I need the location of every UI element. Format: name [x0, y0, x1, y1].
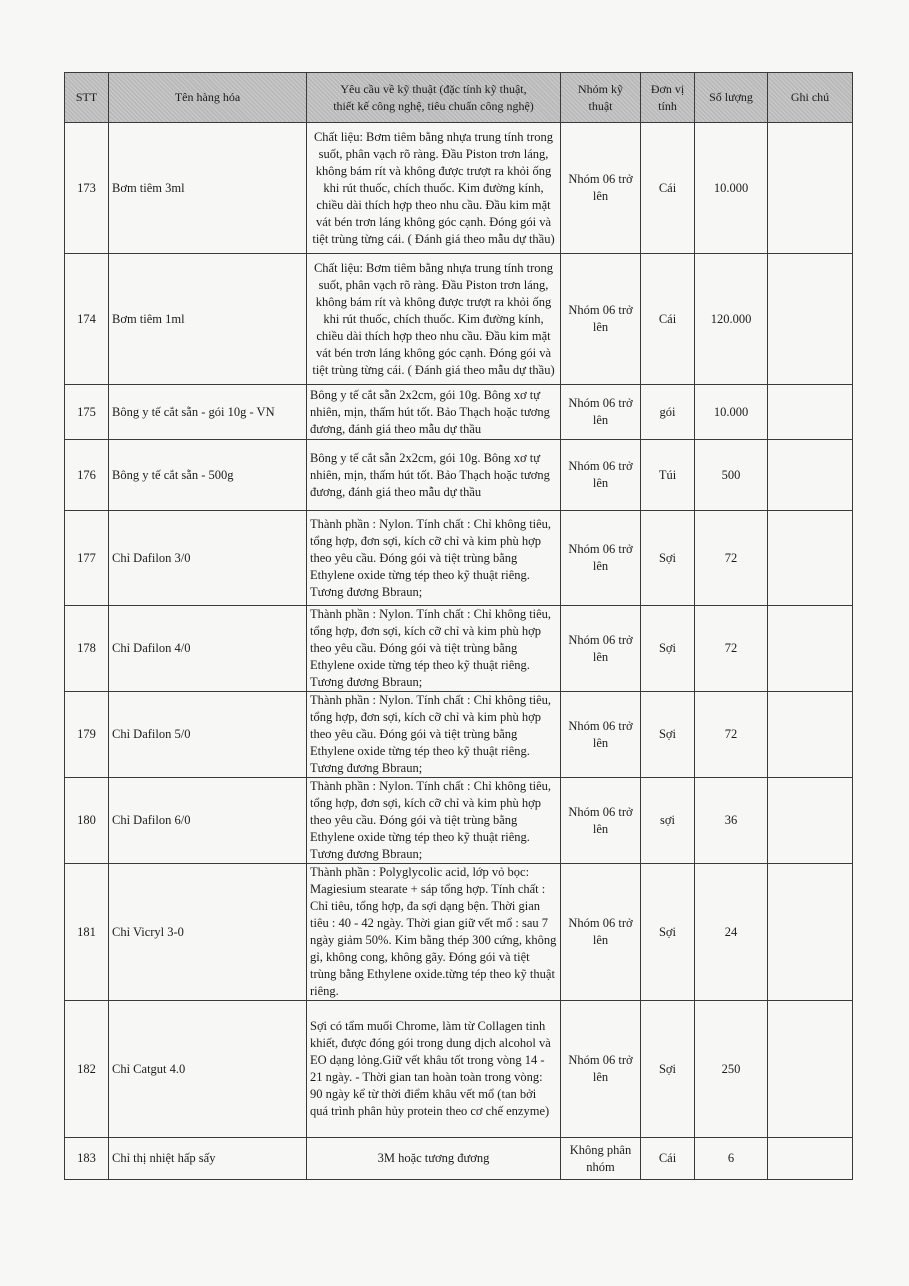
table-row: [65, 692, 853, 778]
cell-name: Bông y tế cắt sẵn - gói 10g - VN: [109, 385, 307, 440]
cell-unit: Sợi: [641, 864, 695, 1001]
cell-unit: Sợi: [641, 606, 695, 692]
cell-note: [768, 385, 853, 440]
header-unit: [641, 73, 695, 123]
cell-name: Chỉ Dafilon 5/0: [109, 692, 307, 778]
cell-group-line2: lên: [592, 476, 609, 490]
cell-stt: 183: [65, 1138, 109, 1180]
cell-stt: 178: [65, 606, 109, 692]
cell-name: Chỉ thị nhiệt hấp sấy: [109, 1138, 307, 1180]
cell-group-line2: lên: [592, 320, 609, 334]
cell-group-line2: lên: [592, 413, 609, 427]
cell-group-line1: Nhóm 06 trở: [568, 396, 633, 410]
cell-name: Bơm tiêm 3ml: [109, 123, 307, 254]
header-stt: STT: [65, 73, 109, 123]
cell-stt: 175: [65, 385, 109, 440]
cell-spec: Bông y tế cắt sẵn 2x2cm, gói 10g. Bông xơ tự nhiên, mịn, thấm hút tốt. Bảo Thạch hoặc tương đương, đánh giá theo mẫu dự thầu: [307, 440, 561, 511]
cell-group-line2: lên: [592, 649, 609, 664]
table-row: [65, 385, 853, 440]
cell-qty: 72: [695, 606, 768, 692]
cell-group-line1: Nhóm 06 trở: [568, 172, 633, 186]
cell-group: [561, 385, 641, 440]
cell-name: Bơm tiêm 1ml: [109, 254, 307, 385]
cell-note: [768, 123, 853, 254]
header-group-line1: Nhóm kỹ: [578, 81, 623, 96]
cell-group-line1: Nhóm 06 trở: [568, 804, 633, 819]
cell-stt: 180: [65, 778, 109, 864]
cell-qty: 10.000: [695, 385, 768, 440]
cell-qty: 250: [695, 1001, 768, 1138]
cell-spec: Thành phần : Nylon. Tính chất : Chỉ không tiêu, tổng hợp, đơn sợi, kích cỡ chỉ và kim phù hợp theo yêu cầu. Đóng gói và tiệt trùng bằng Ethylene oxide từng tép theo kỹ thuật riêng. Tương đương Bbraun;: [307, 692, 561, 778]
cell-name: Chỉ Dafilon 3/0: [109, 511, 307, 606]
cell-qty: 500: [695, 440, 768, 511]
cell-group: [561, 440, 641, 511]
cell-group-line2: lên: [592, 735, 609, 750]
procurement-table: [64, 72, 853, 1180]
cell-note: [768, 1001, 853, 1138]
cell-spec: Chất liệu: Bơm tiêm bằng nhựa trung tính trong suốt, phân vạch rõ ràng. Đầu Piston trơn láng, không bám rít và không được trượt ra khỏi ống khi rút thuốc, chích thuốc. Kim đường kính, chiều dài thích hợp theo nhu cầu. Đầu kim mặt vát bén trơn láng không góc cạnh. Đóng gói và tiệt trùng từng cái. ( Đánh giá theo mẫu dự thầu): [307, 123, 561, 254]
cell-unit: Cái: [641, 123, 695, 254]
cell-unit: sợi: [641, 778, 695, 864]
table-row: [65, 440, 853, 511]
cell-group-line1: Không phân: [569, 1142, 632, 1157]
cell-name: Chỉ Catgut 4.0: [109, 1001, 307, 1138]
cell-qty: 6: [695, 1138, 768, 1180]
header-spec-line2: thiết kế công nghệ, tiêu chuẩn công nghệ): [333, 98, 534, 113]
cell-group-line2: lên: [592, 559, 609, 573]
cell-qty: 10.000: [695, 123, 768, 254]
cell-note: [768, 254, 853, 385]
table-row: [65, 511, 853, 606]
cell-stt: 181: [65, 864, 109, 1001]
cell-group-line1: Nhóm 06 trở: [568, 632, 633, 647]
cell-group-line1: Nhóm 06 trở: [568, 542, 633, 556]
cell-spec: Thành phần : Nylon. Tính chất : Chỉ không tiêu, tổng hợp, đơn sợi, kích cỡ chỉ và kim phù hợp theo yêu cầu. Đóng gói và tiệt trùng bằng Ethylene oxide từng tép theo kỹ thuật riêng. Tương đương Bbraun;: [307, 606, 561, 692]
header-group: [561, 73, 641, 123]
cell-group: [561, 511, 641, 606]
cell-spec: 3M hoặc tương đương: [307, 1138, 561, 1180]
table-row: [65, 1138, 853, 1180]
cell-qty: 24: [695, 864, 768, 1001]
cell-stt: 173: [65, 123, 109, 254]
cell-name: Chỉ Dafilon 4/0: [109, 606, 307, 692]
header-qty: Số lượng: [695, 73, 768, 123]
cell-unit: Cái: [641, 1138, 695, 1180]
table-row: [65, 864, 853, 1001]
cell-group-line1: Nhóm 06 trở: [568, 1053, 633, 1067]
cell-note: [768, 864, 853, 1001]
cell-group: [561, 1001, 641, 1138]
cell-group-line2: lên: [592, 1070, 609, 1084]
header-unit-line2: tính: [658, 98, 677, 113]
cell-qty: 72: [695, 511, 768, 606]
cell-group: [561, 254, 641, 385]
cell-name: Chỉ Dafilon 6/0: [109, 778, 307, 864]
cell-group-line2: nhóm: [586, 1159, 615, 1174]
cell-group: [561, 606, 641, 692]
cell-note: [768, 606, 853, 692]
cell-stt: 179: [65, 692, 109, 778]
cell-qty: 36: [695, 778, 768, 864]
header-spec-line1: Yêu cầu về kỹ thuật (đặc tính kỹ thuật,: [340, 81, 527, 96]
header-note: Ghi chú: [768, 73, 853, 123]
cell-group: [561, 864, 641, 1001]
cell-spec: Chất liệu: Bơm tiêm bằng nhựa trung tính trong suốt, phân vạch rõ ràng. Đầu Piston trơn láng, không bám rít và không được trượt ra khỏi ống khi rút thuốc, chích thuốc. Kim đường kính, chiều dài thích hợp theo nhu cầu. Đầu kim mặt vát bén trơn láng không góc cạnh. Đóng gói và tiệt trùng từng cái. ( Đánh giá theo mẫu dự thầu): [307, 254, 561, 385]
cell-unit: Sợi: [641, 511, 695, 606]
cell-group-line1: Nhóm 06 trở: [568, 916, 633, 930]
cell-unit: gói: [641, 385, 695, 440]
cell-spec: Thành phần : Nylon. Tính chất : Chỉ không tiêu, tổng hợp, đơn sợi, kích cỡ chỉ và kim phù hợp theo yêu cầu. Đóng gói và tiệt trùng bằng Ethylene oxide từng tép theo kỹ thuật riêng. Tương đương Bbraun;: [307, 778, 561, 864]
header-spec: [307, 73, 561, 123]
cell-note: [768, 511, 853, 606]
cell-unit: Túi: [641, 440, 695, 511]
cell-note: [768, 692, 853, 778]
cell-group-line2: lên: [592, 821, 609, 836]
cell-qty: 72: [695, 692, 768, 778]
cell-group-line2: lên: [592, 933, 609, 947]
cell-group-line2: lên: [592, 189, 609, 203]
cell-group-line1: Nhóm 06 trở: [568, 303, 633, 317]
header-name: Tên hàng hóa: [109, 73, 307, 123]
cell-stt: 176: [65, 440, 109, 511]
cell-group: [561, 123, 641, 254]
cell-unit: Sợi: [641, 692, 695, 778]
cell-spec: Thành phần : Nylon. Tính chất : Chỉ không tiêu, tổng hợp, đơn sợi, kích cỡ chỉ và kim phù hợp theo yêu cầu. Đóng gói và tiệt trùng bằng Ethylene oxide từng tép theo kỹ thuật riêng. Tương đương Bbraun;: [307, 511, 561, 606]
header-row: [65, 73, 853, 123]
cell-spec: Sợi có tẩm muối Chrome, làm từ Collagen tinh khiết, được đóng gói trong dung dịch alcohol và EO dạng lỏng.Giữ vết khâu tốt trong vòng 14 - 21 ngày. - Thời gian tan hoàn toàn trong vòng: 90 ngày kể từ thời điểm khâu vết mổ (tan bởi quá trình phân hủy protein theo cơ chế enzyme): [307, 1001, 561, 1138]
table-row: [65, 123, 853, 254]
cell-group-line1: Nhóm 06 trở: [568, 459, 633, 473]
cell-name: Chỉ Vicryl 3-0: [109, 864, 307, 1001]
cell-stt: 177: [65, 511, 109, 606]
cell-note: [768, 440, 853, 511]
cell-note: [768, 1138, 853, 1180]
cell-qty: 120.000: [695, 254, 768, 385]
table-row: [65, 606, 853, 692]
cell-group: [561, 1138, 641, 1180]
table-row: [65, 778, 853, 864]
cell-spec: Thành phần : Polyglycolic acid, lớp vỏ bọc: Magiesium stearate + sáp tổng hợp. Tính chất : Chỉ tiêu, tổng hợp, đa sợi dạng bện. Thời gian tiêu : 40 - 42 ngày. Thời gian giữ vết mổ : sau 7 ngày giảm 50%. Kim bằng thép 300 cứng, không gỉ, không cong, không gãy. Đóng gói và tiệt trùng bằng Ethylene oxide.từng tép theo kỹ thuật riêng.: [307, 864, 561, 1001]
cell-note: [768, 778, 853, 864]
cell-stt: 182: [65, 1001, 109, 1138]
cell-spec: Bông y tế cắt sẵn 2x2cm, gói 10g. Bông xơ tự nhiên, mịn, thấm hút tốt. Bảo Thạch hoặc tương đương, đánh giá theo mẫu dự thầu: [307, 385, 561, 440]
cell-group: [561, 692, 641, 778]
cell-unit: Cái: [641, 254, 695, 385]
cell-group-line1: Nhóm 06 trở: [568, 718, 633, 733]
cell-name: Bông y tế cắt sẵn - 500g: [109, 440, 307, 511]
cell-group: [561, 778, 641, 864]
table-row: [65, 254, 853, 385]
header-group-line2: thuật: [588, 98, 613, 113]
header-unit-line1: Đơn vị: [650, 81, 685, 96]
cell-unit: Sợi: [641, 1001, 695, 1138]
cell-stt: 174: [65, 254, 109, 385]
table-row: [65, 1001, 853, 1138]
